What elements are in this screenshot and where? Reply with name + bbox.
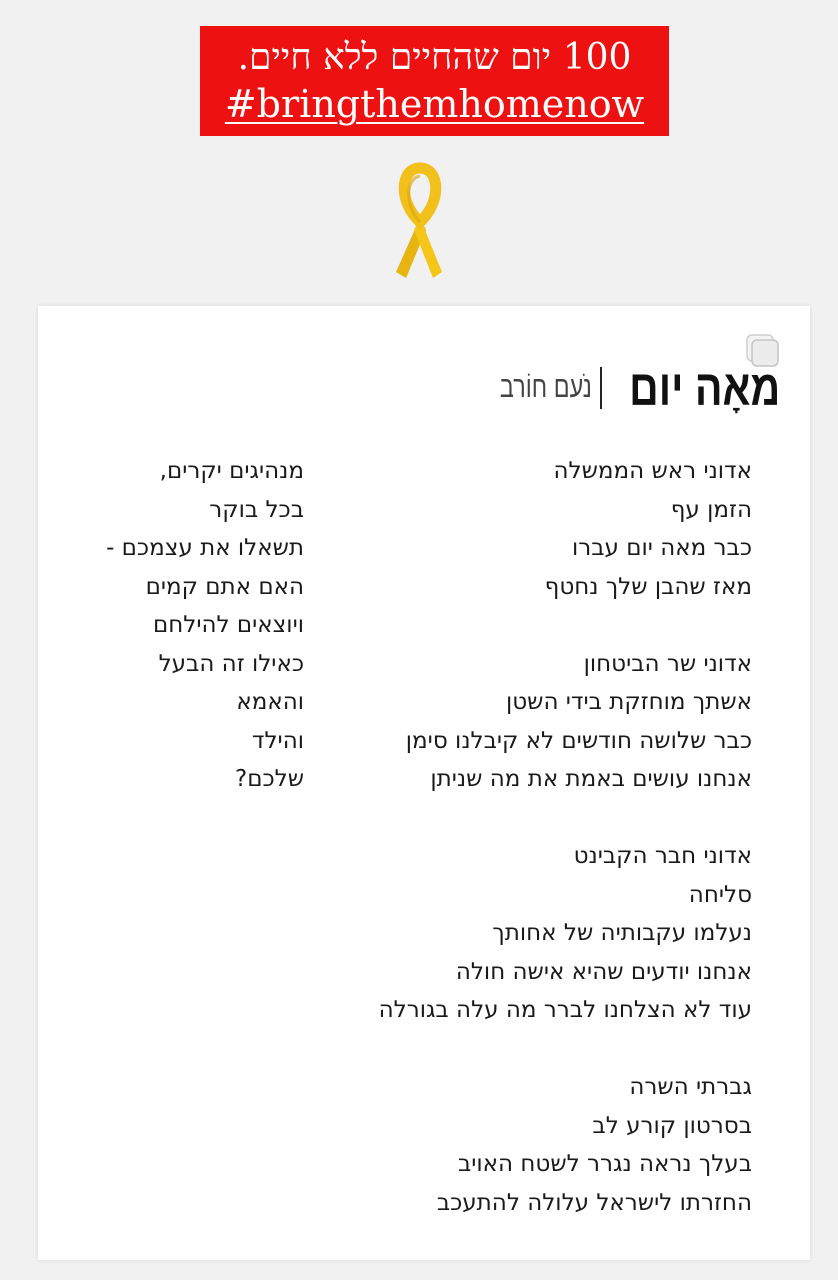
poem-line: אדוני ראש הממשלה xyxy=(553,458,752,484)
poem-line: שלכם? xyxy=(235,766,304,792)
poem-title: מאָה יום xyxy=(628,360,780,416)
poem-left-column xyxy=(106,452,304,799)
poem-line: אדוני שר הביטחון xyxy=(583,650,752,677)
poem-header xyxy=(474,358,780,418)
poem-line: בסרטון קורע לב xyxy=(592,1112,752,1139)
poem-line: החזרתו לישראל עלולה להתעכב xyxy=(436,1189,752,1216)
poem-line: ויוצאים להילחם xyxy=(152,612,304,638)
poem-line: מאז שהבן שלך נחטף xyxy=(544,573,752,600)
title-divider xyxy=(600,367,602,409)
poem-right-column xyxy=(379,452,752,1222)
poem-line: והאמא xyxy=(236,689,304,715)
poem-line: כאילו זה הבעל xyxy=(158,650,304,677)
poem-author: נֹעם חוֹרב xyxy=(499,371,592,404)
poem-line: והילד xyxy=(251,727,304,754)
poem-line: נעלמו עקבותיה של אחותך xyxy=(492,920,752,946)
poem-line: גברתי השרה xyxy=(629,1074,752,1100)
poem-line: מנהיגים יקרים, xyxy=(159,458,304,484)
hashtag-link[interactable]: #bringthemhomenow xyxy=(224,82,645,126)
poem-line: אנחנו יודעים שהיא אישה חולה xyxy=(455,958,752,985)
banner-headline: 100 יום שהחיים ללא חיים. xyxy=(237,37,632,78)
poem-line: אדוני חבר הקבינט xyxy=(573,843,752,869)
poem-line: כבר מאה יום עברו xyxy=(571,535,752,561)
poem-line: עוד לא הצלחנו לברר מה עלה בגורלה xyxy=(378,997,752,1023)
hashtag-banner xyxy=(200,26,669,136)
poem-line: הזמן עף xyxy=(670,496,752,523)
poem-line: תשאלו את עצמכם - xyxy=(106,535,304,561)
poem-line: בעלך נראה נגרר לשטח האויב xyxy=(457,1151,752,1177)
poem-line: כבר שלושה חודשים לא קיבלנו סימן xyxy=(405,727,752,754)
stanza-break xyxy=(379,606,752,645)
poem-line: סליחה xyxy=(688,881,752,908)
stanza-break xyxy=(379,1030,752,1069)
poem-line: בכל בוקר xyxy=(209,496,304,523)
yellow-ribbon-icon xyxy=(380,160,460,280)
poem-line: אנחנו עושים באמת את מה שניתן xyxy=(430,766,752,792)
stanza-break xyxy=(379,799,752,838)
poem-line: אשתך מוחזקת בידי השטן xyxy=(505,689,752,715)
poem-line: האם אתם קמים xyxy=(145,573,304,600)
